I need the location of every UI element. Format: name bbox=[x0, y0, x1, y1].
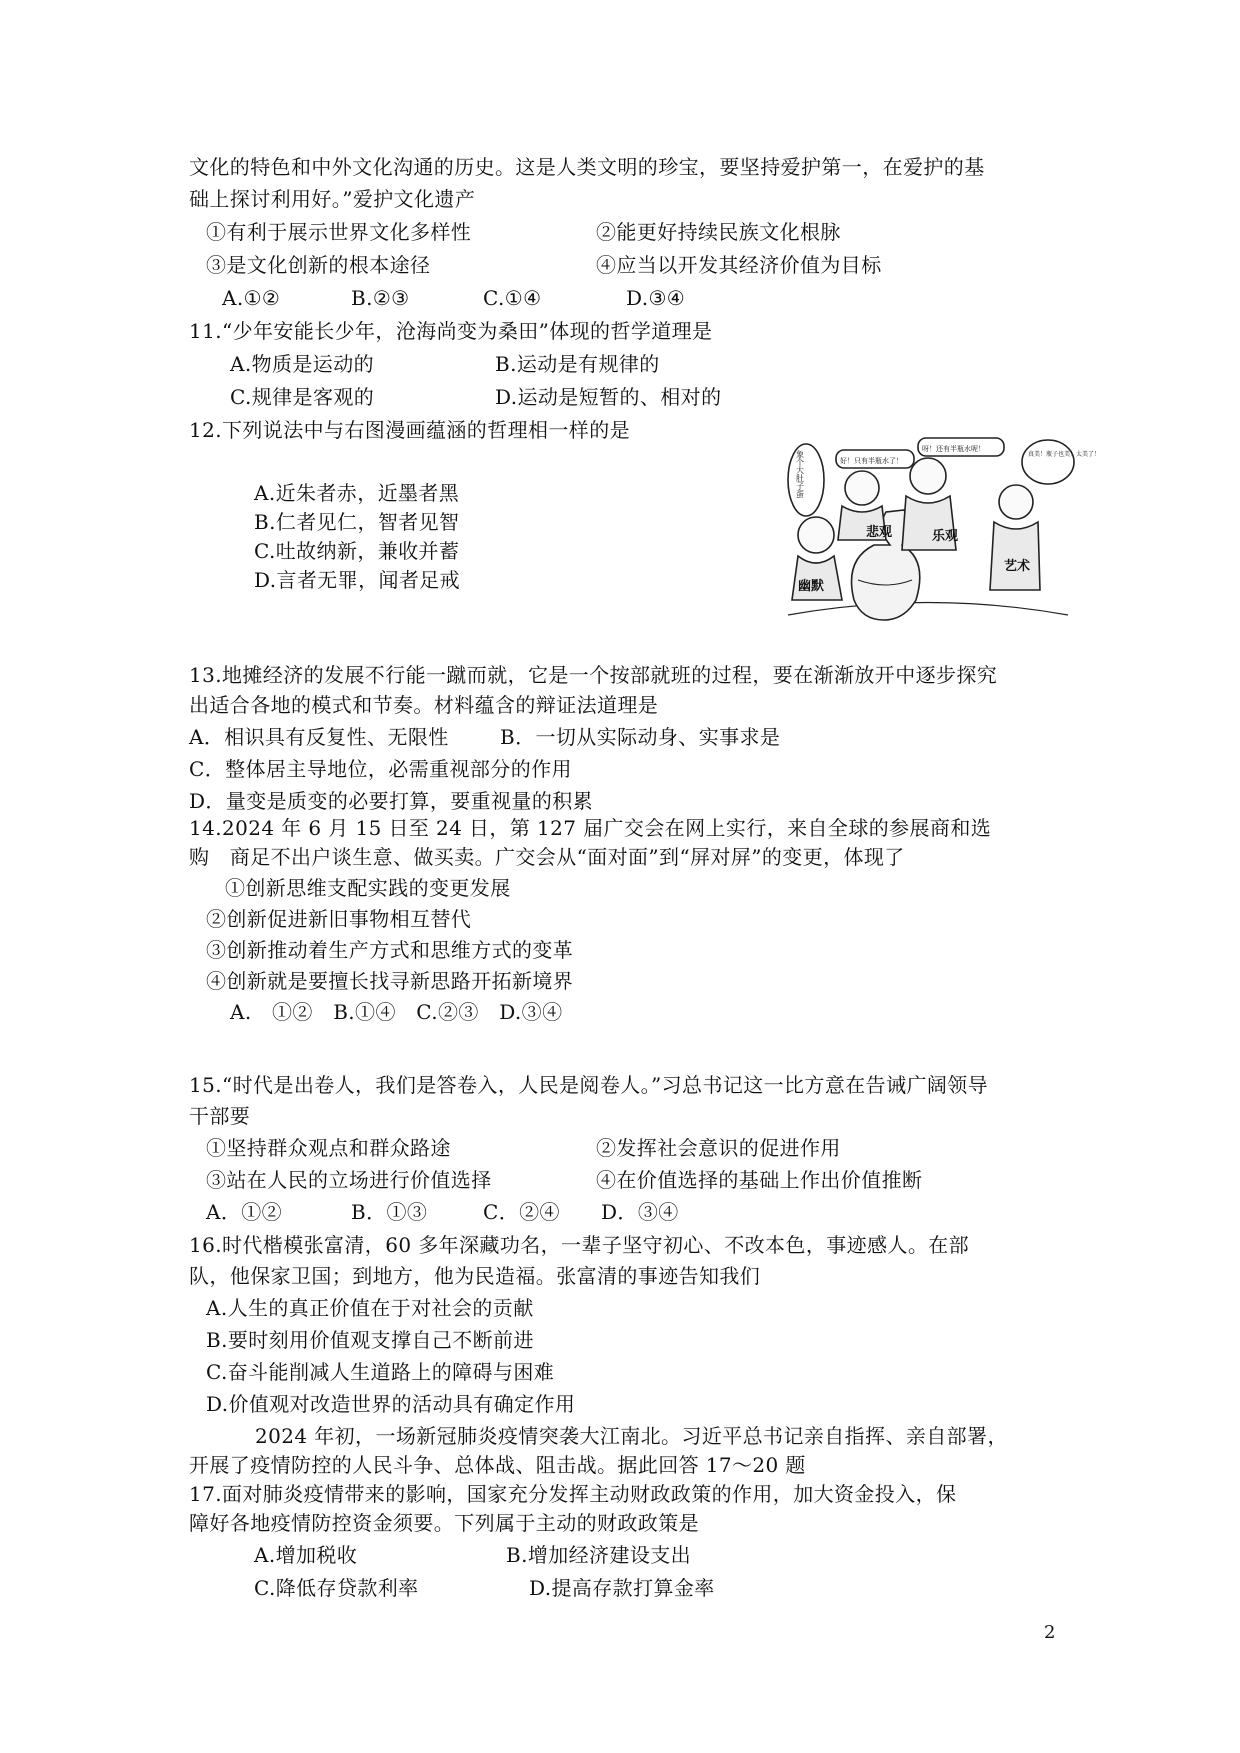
q13-option-a: A．相识具有反复性、无限性 bbox=[189, 725, 449, 749]
q14-stem-line2: 购 商足不出户谈生意、做买卖。广交会从“面对面”到“屏对屏”的变更，体现了 bbox=[189, 845, 905, 869]
q15-statement-3: ③站在人民的立场进行价值选择 bbox=[206, 1168, 492, 1192]
q17-stem-line2: 障好各地疫情防控资金须要。下列属于主动的财政政策是 bbox=[189, 1511, 699, 1535]
q13-stem-line1: 13.地摊经济的发展不行能一蹴而就，它是一个按部就班的过程，要在渐渐放开中逐步探究 bbox=[189, 663, 998, 687]
comic-bubble-1: 象个大肚子蛋 bbox=[795, 450, 805, 498]
q14-statement-1: ①创新思维支配实践的变更发展 bbox=[225, 876, 511, 900]
q10-option-a: A.①② bbox=[222, 286, 281, 310]
q12-option-b: B.仁者见仁，智者见智 bbox=[254, 510, 460, 534]
q15-statement-1: ①坚持群众观点和群众路途 bbox=[206, 1136, 451, 1160]
q16-option-d: D.价值观对改造世界的活动具有确定作用 bbox=[206, 1392, 576, 1416]
q16-stem-line1: 16.时代楷模张富清，60 多年深藏功名，一辈子坚守初心、不改本色，事迹感人。在部 bbox=[189, 1233, 970, 1257]
comic-label-art: 艺术 bbox=[1004, 559, 1031, 574]
q10-stem-line2: 础上探讨利用好。”爱护文化遗产 bbox=[189, 187, 476, 211]
q10-option-d: D.③④ bbox=[626, 286, 686, 310]
q15-stem-line2: 干部要 bbox=[189, 1104, 251, 1128]
q10-stem-line1: 文化的特色和中外文化沟通的历史。这是人类文明的珍宝，要坚持爱护第一，在爱护的基 bbox=[189, 155, 985, 179]
material-line1: 2024 年初，一场新冠肺炎疫情突袭大江南北。习近平总书记亲自指挥、亲自部署， bbox=[255, 1424, 1008, 1448]
q13-option-c: C．整体居主导地位，必需重视部分的作用 bbox=[189, 757, 572, 781]
q16-option-a: A.人生的真正价值在于对社会的贡献 bbox=[206, 1296, 534, 1320]
q11-option-c: C.规律是客观的 bbox=[230, 385, 375, 409]
q11-option-d: D.运动是短暂的、相对的 bbox=[495, 385, 722, 409]
comic-bubble-3: 呀！还有半瓶水呢！ bbox=[922, 445, 985, 453]
q10-statement-4: ④应当以开发其经济价值为目标 bbox=[596, 253, 882, 277]
q14-stem-line1: 14.2024 年 6 月 15 日至 24 日，第 127 届广交会在网上实行，来自全球的参展商和选 bbox=[189, 816, 992, 840]
q11-option-a: A.物质是运动的 bbox=[230, 352, 375, 376]
comic-label-optimism: 乐观 bbox=[932, 529, 959, 544]
q13-option-d: D．量变是质变的必要打算，要重视量的积累 bbox=[189, 789, 594, 813]
q10-statement-3: ③是文化创新的根本途径 bbox=[206, 253, 431, 277]
q17-option-c: C.降低存贷款利率 bbox=[254, 1576, 419, 1600]
q15-statement-4: ④在价值选择的基础上作出价值推断 bbox=[596, 1168, 923, 1192]
q12-stem: 12.下列说法中与右图漫画蕴涵的哲理相一样的是 bbox=[189, 418, 631, 442]
q15-option-d: D．③④ bbox=[601, 1200, 679, 1224]
q11-option-b: B.运动是有规律的 bbox=[495, 352, 660, 376]
q11-stem: 11.“少年安能长少年，沧海尚变为桑田”体现的哲学道理是 bbox=[189, 319, 713, 343]
q13-option-b: B．一切从实际动身、实事求是 bbox=[500, 725, 781, 749]
comic-label-pessimism: 悲观 bbox=[866, 525, 893, 540]
q17-option-a: A.增加税收 bbox=[254, 1543, 358, 1567]
q15-option-a: A．①② bbox=[206, 1200, 283, 1224]
q15-statement-2: ②发挥社会意识的促进作用 bbox=[596, 1136, 841, 1160]
q15-stem-line1: 15.“时代是出卷人，我们是答卷入，人民是阅卷人。”习总书记这一比方意在告诫广阔领导 bbox=[189, 1073, 989, 1097]
q10-statement-1: ①有利于展示世界文化多样性 bbox=[206, 220, 472, 244]
q14-options: A. ①② B.①④ C.②③ D.③④ bbox=[230, 1000, 563, 1024]
q17-option-d: D.提高存款打算金率 bbox=[529, 1576, 715, 1600]
comic-label-humor: 幽默 bbox=[798, 579, 825, 594]
q15-option-b: B．①③ bbox=[351, 1200, 428, 1224]
q13-stem-line2: 出适合各地的模式和节奏。材料蕴含的辩证法道理是 bbox=[189, 693, 659, 717]
comic-bubble-4: 真美！瓶子也美！太美了！ bbox=[1028, 451, 1101, 458]
q12-option-c: C.吐故纳新，兼收并蓄 bbox=[254, 539, 460, 563]
q10-option-c: C.①④ bbox=[483, 286, 542, 310]
q16-stem-line2: 队，他保家卫国；到地方，他为民造福。张富清的事迹告知我们 bbox=[189, 1264, 761, 1288]
comic-illustration bbox=[778, 440, 1101, 628]
comic-bubble-2: 好！只有半瓶水了！ bbox=[840, 457, 903, 465]
q16-option-b: B.要时刻用价值观支撑自己不断前进 bbox=[206, 1328, 534, 1352]
q17-stem-line1: 17.面对肺炎疫情带来的影响，国家充分发挥主动财政政策的作用，加大资金投入，保 bbox=[189, 1482, 957, 1506]
q12-option-d: D.言者无罪，闻者足戒 bbox=[254, 568, 461, 592]
q14-statement-3: ③创新推动着生产方式和思维方式的变革 bbox=[206, 938, 574, 962]
q16-option-c: C.奋斗能削减人生道路上的障碍与困难 bbox=[206, 1360, 555, 1384]
q12-option-a: A.近朱者赤，近墨者黑 bbox=[254, 481, 460, 505]
q15-option-c: C．②④ bbox=[483, 1200, 560, 1224]
page-number: 2 bbox=[1044, 1622, 1056, 1643]
material-line2: 开展了疫情防控的人民斗争、总体战、阻击战。据此回答 17～20 题 bbox=[189, 1453, 806, 1477]
q10-option-b: B.②③ bbox=[351, 286, 410, 310]
q14-statement-2: ②创新促进新旧事物相互替代 bbox=[206, 907, 472, 931]
q17-option-b: B.增加经济建设支出 bbox=[506, 1543, 692, 1567]
q10-statement-2: ②能更好持续民族文化根脉 bbox=[596, 220, 841, 244]
q14-statement-4: ④创新就是要擅长找寻新思路开拓新境界 bbox=[206, 969, 574, 993]
